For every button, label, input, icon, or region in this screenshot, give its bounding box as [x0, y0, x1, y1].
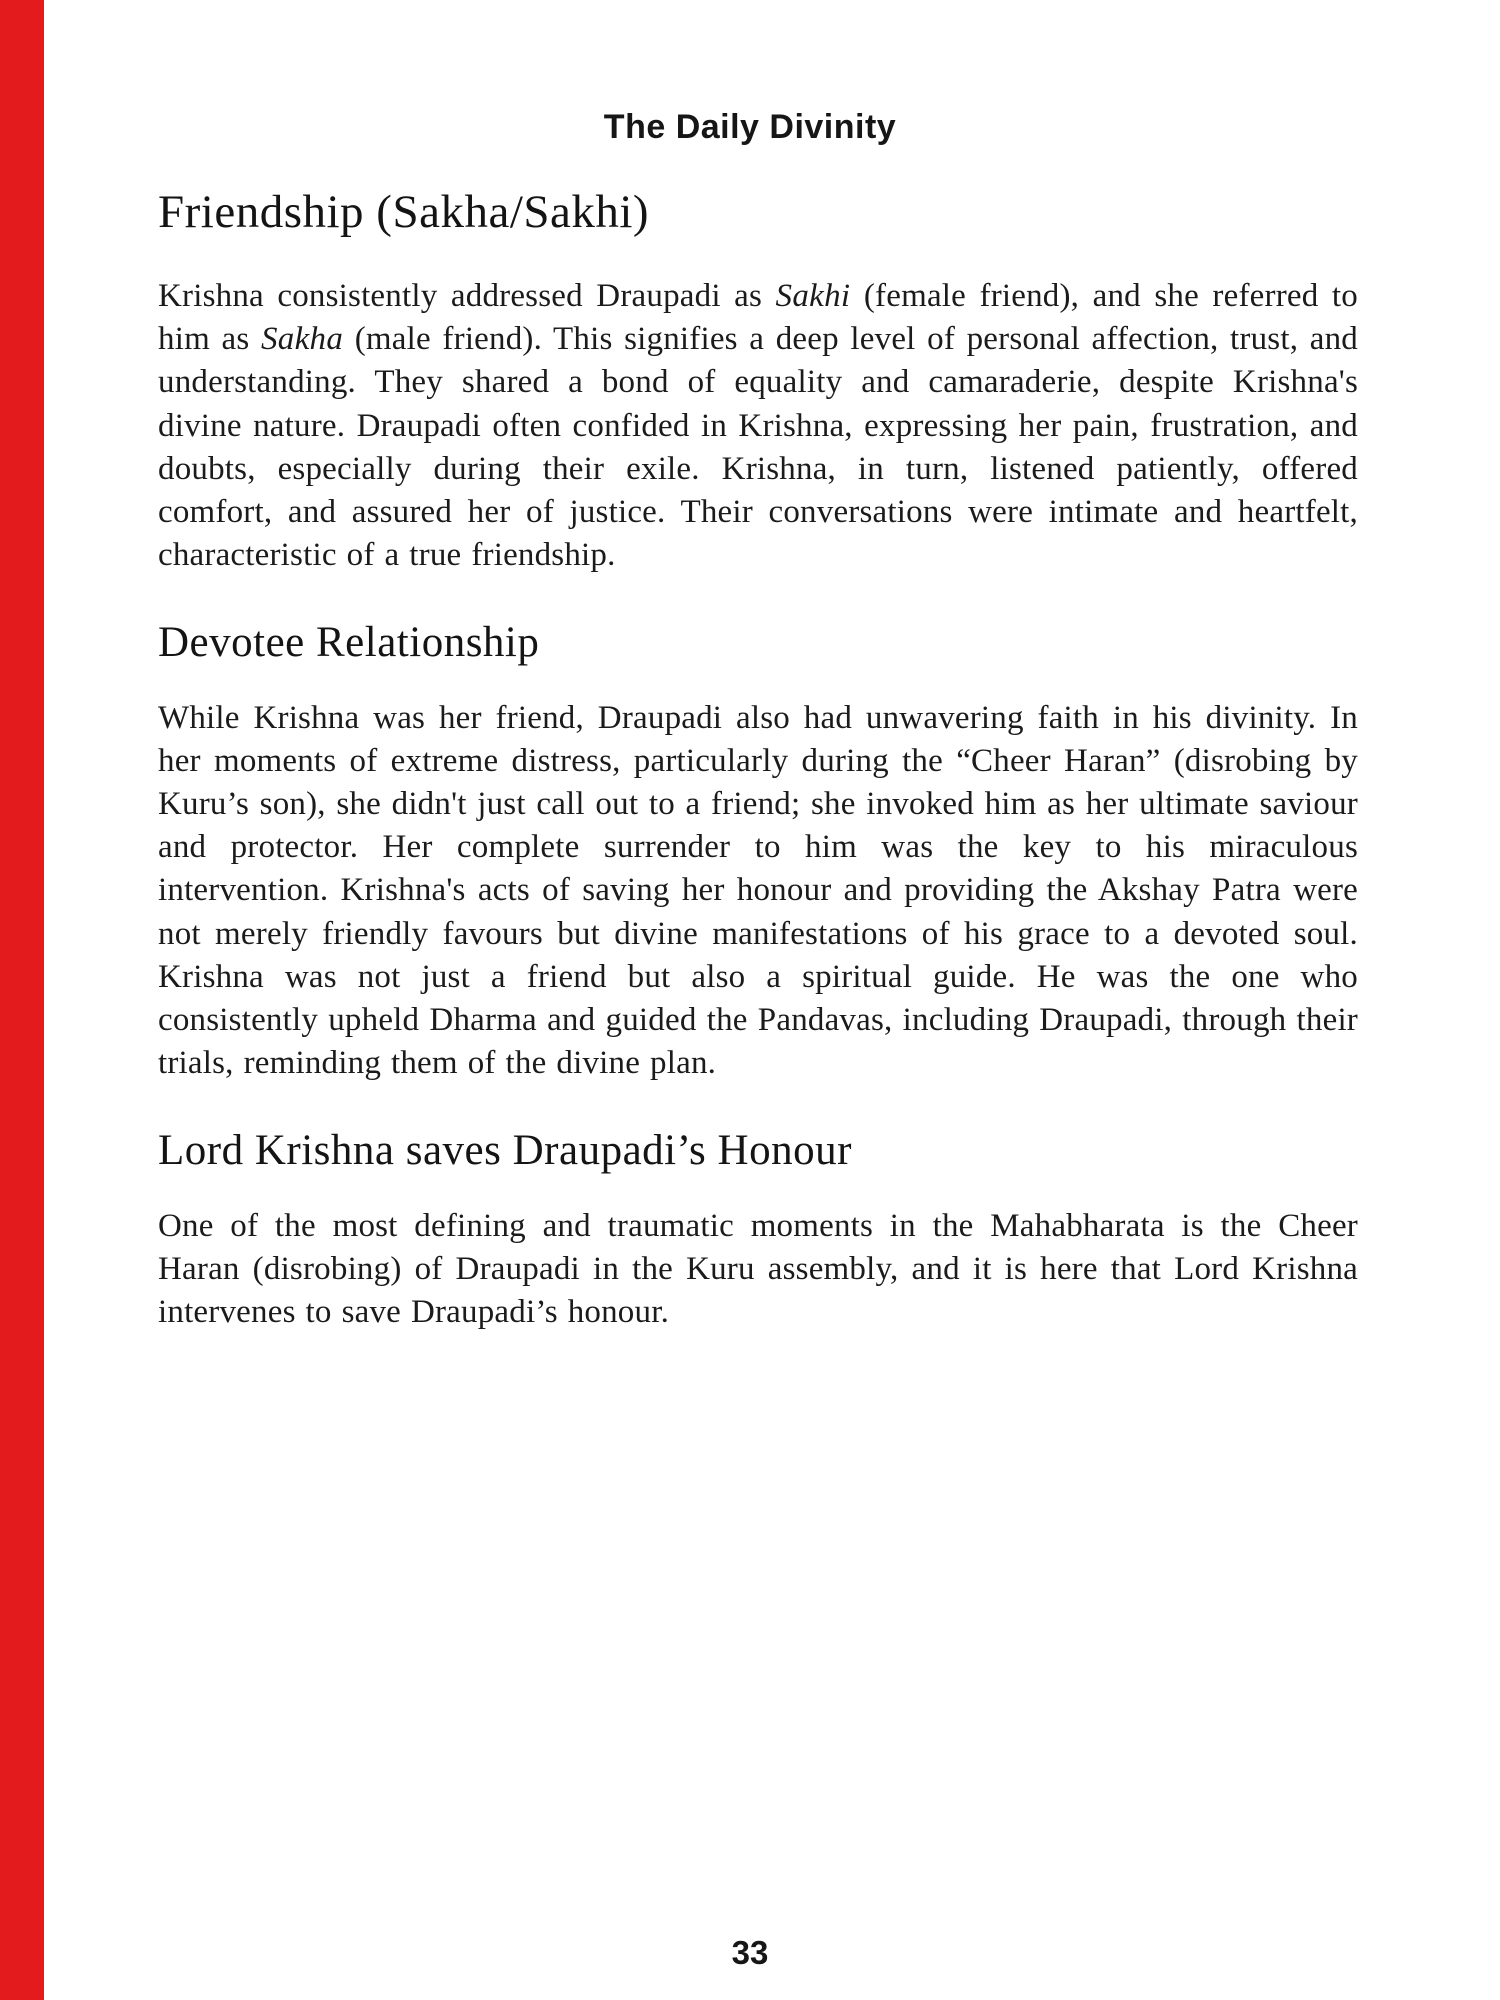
section-heading-devotee-relationship: Devotee Relationship	[158, 618, 540, 666]
section-heading-friendship: Friendship (Sakha/Sakhi)	[158, 186, 650, 238]
page-number: 33	[731, 1934, 769, 1971]
section-heading-krishna-saves-honour: Lord Krishna saves Draupadi’s Honour	[158, 1126, 852, 1174]
paragraph-krishna-saves-honour: One of the most defining and traumatic moments in the Mahabharata is the Cheer Haran (disrobing) of Draupadi in the Kuru assembly, and it is here that Lord Krishna intervenes to save Draupadi’s honour.	[158, 1207, 1358, 1330]
running-header-title: The Daily Divinity	[603, 108, 897, 146]
paragraph-devotee-relationship: While Krishna was her friend, Draupadi also had unwavering faith in his divinity. In her moments of extreme distress, particularly during the “Cheer Haran” (disrobing by Kuru’s son), she didn't just call out to a friend; she invoked him as her ultimate saviour and protector. Her complete surrender to him was the key to his miraculous intervention. Krishna's acts of saving her honour and providing the Akshay Patra were not merely friendly favours but divine manifestations of his grace to a devoted soul. Krishna was not just a friend but also a spiritual guide. He was the one who consistently upheld Dharma and guided the Pandavas, including Draupadi, through their trials, reminding them of the divine plan.	[158, 699, 1358, 1082]
paragraph-friendship: Krishna consistently addressed Draupadi as Sakhi (female friend), and she referred to him as Sakha (male friend). This signifies a deep level of personal affection, trust, and understanding. They shared a bond of equality and camaraderie, despite Krishna's divine nature. Draupadi often confided in Krishna, expressing her pain, frustration, and doubts, especially during their exile. Krishna, in turn, listened patiently, offered comfort, and assured her of justice. Their conversations were intimate and heartfelt, characteristic of a true friendship.	[158, 278, 1358, 574]
page-content	[158, 185, 1358, 1334]
left-binding-stripe	[0, 0, 44, 2000]
